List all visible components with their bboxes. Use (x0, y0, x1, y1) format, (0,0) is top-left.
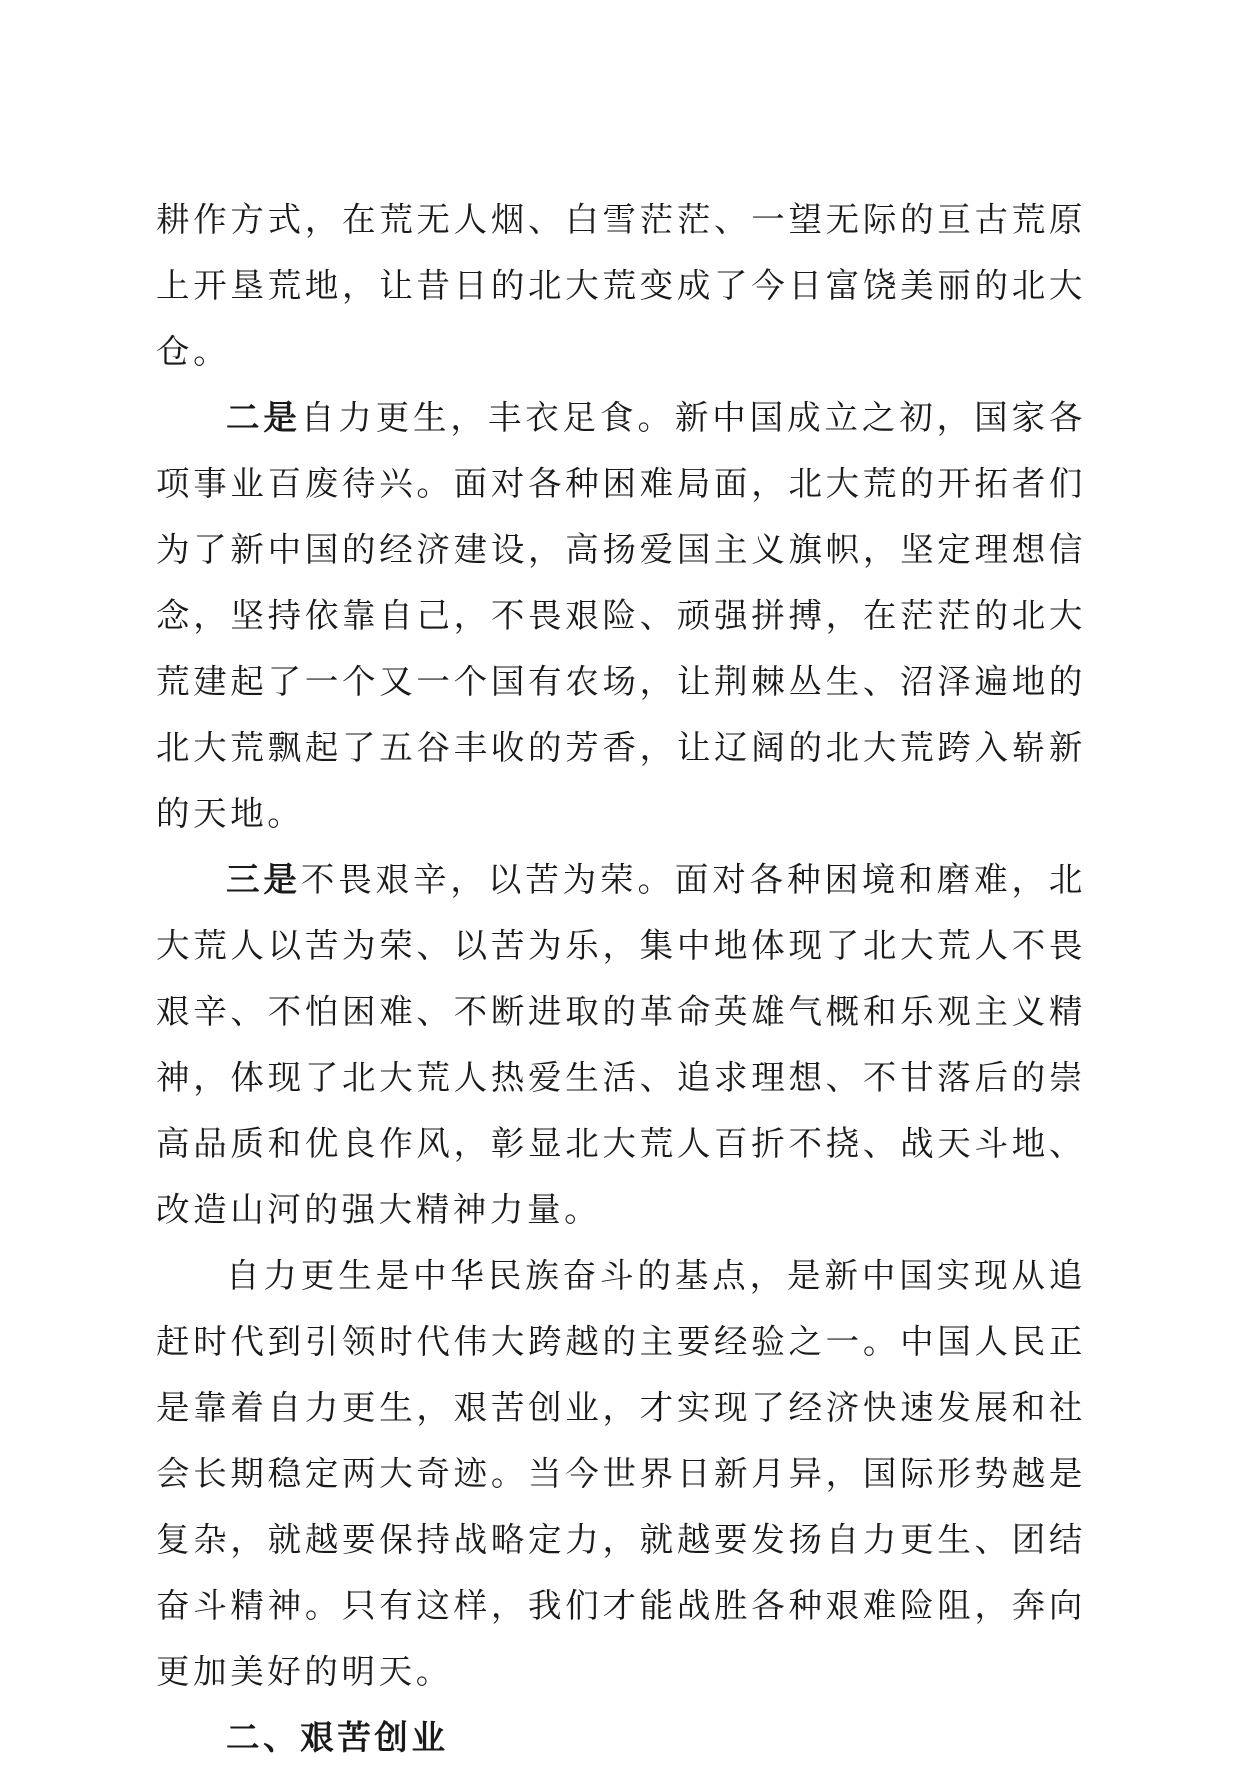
paragraph-text: 自力更生，丰衣足食。新中国成立之初，国家各项事业百废待兴。面对各种困难局面，北大荒的开拓者们为了新中国的经济建设，高扬爱国主义旗帜，坚定理想信念，坚持依靠自己，不畏艰险、顽强拼搏，在茫茫的北大荒建起了一个又一个国有农场，让荆棘丛生、沼泽遍地的北大荒飘起了五谷丰收的芳香，让辽阔的北大荒跨入崭新的天地。 (156, 398, 1086, 833)
body-text (156, 187, 1086, 1771)
paragraph-text: 耕作方式，在荒无人烟、白雪茫茫、一望无际的亘古荒原上开垦荒地，让昔日的北大荒变成了今日富饶美丽的北大仓。 (156, 200, 1086, 371)
section-heading: 二、艰苦创业 (226, 1718, 449, 1757)
paragraph-continuation (156, 187, 1086, 385)
paragraph-text: 不畏艰辛，以苦为荣。面对各种困境和磨难，北大荒人以苦为荣、以苦为乐，集中地体现了北大荒人不畏艰辛、不怕困难、不断进取的革命英雄气概和乐观主义精神，体现了北大荒人热爱生活、追求理想、不甘落后的崇高品质和优良作风，彰显北大荒人百折不挠、战天斗地、改造山河的强大精神力量。 (156, 860, 1086, 1229)
paragraph-point-two (156, 385, 1086, 847)
paragraph-point-three (156, 847, 1086, 1243)
paragraph-lead: 三是 (226, 860, 301, 899)
paragraph-text: 自力更生是中华民族奋斗的基点，是新中国实现从追赶时代到引领时代伟大跨越的主要经验之一。中国人民正是靠着自力更生，艰苦创业，才实现了经济快速发展和社会长期稳定两大奇迹。当今世界日新月异，国际形势越是复杂，就越要保持战略定力，就越要发扬自力更生、团结奋斗精神。只有这样，我们才能战胜各种艰难险阻，奔向更加美好的明天。 (156, 1256, 1086, 1691)
paragraph-lead: 二是 (226, 398, 301, 437)
paragraph-summary (156, 1243, 1086, 1705)
